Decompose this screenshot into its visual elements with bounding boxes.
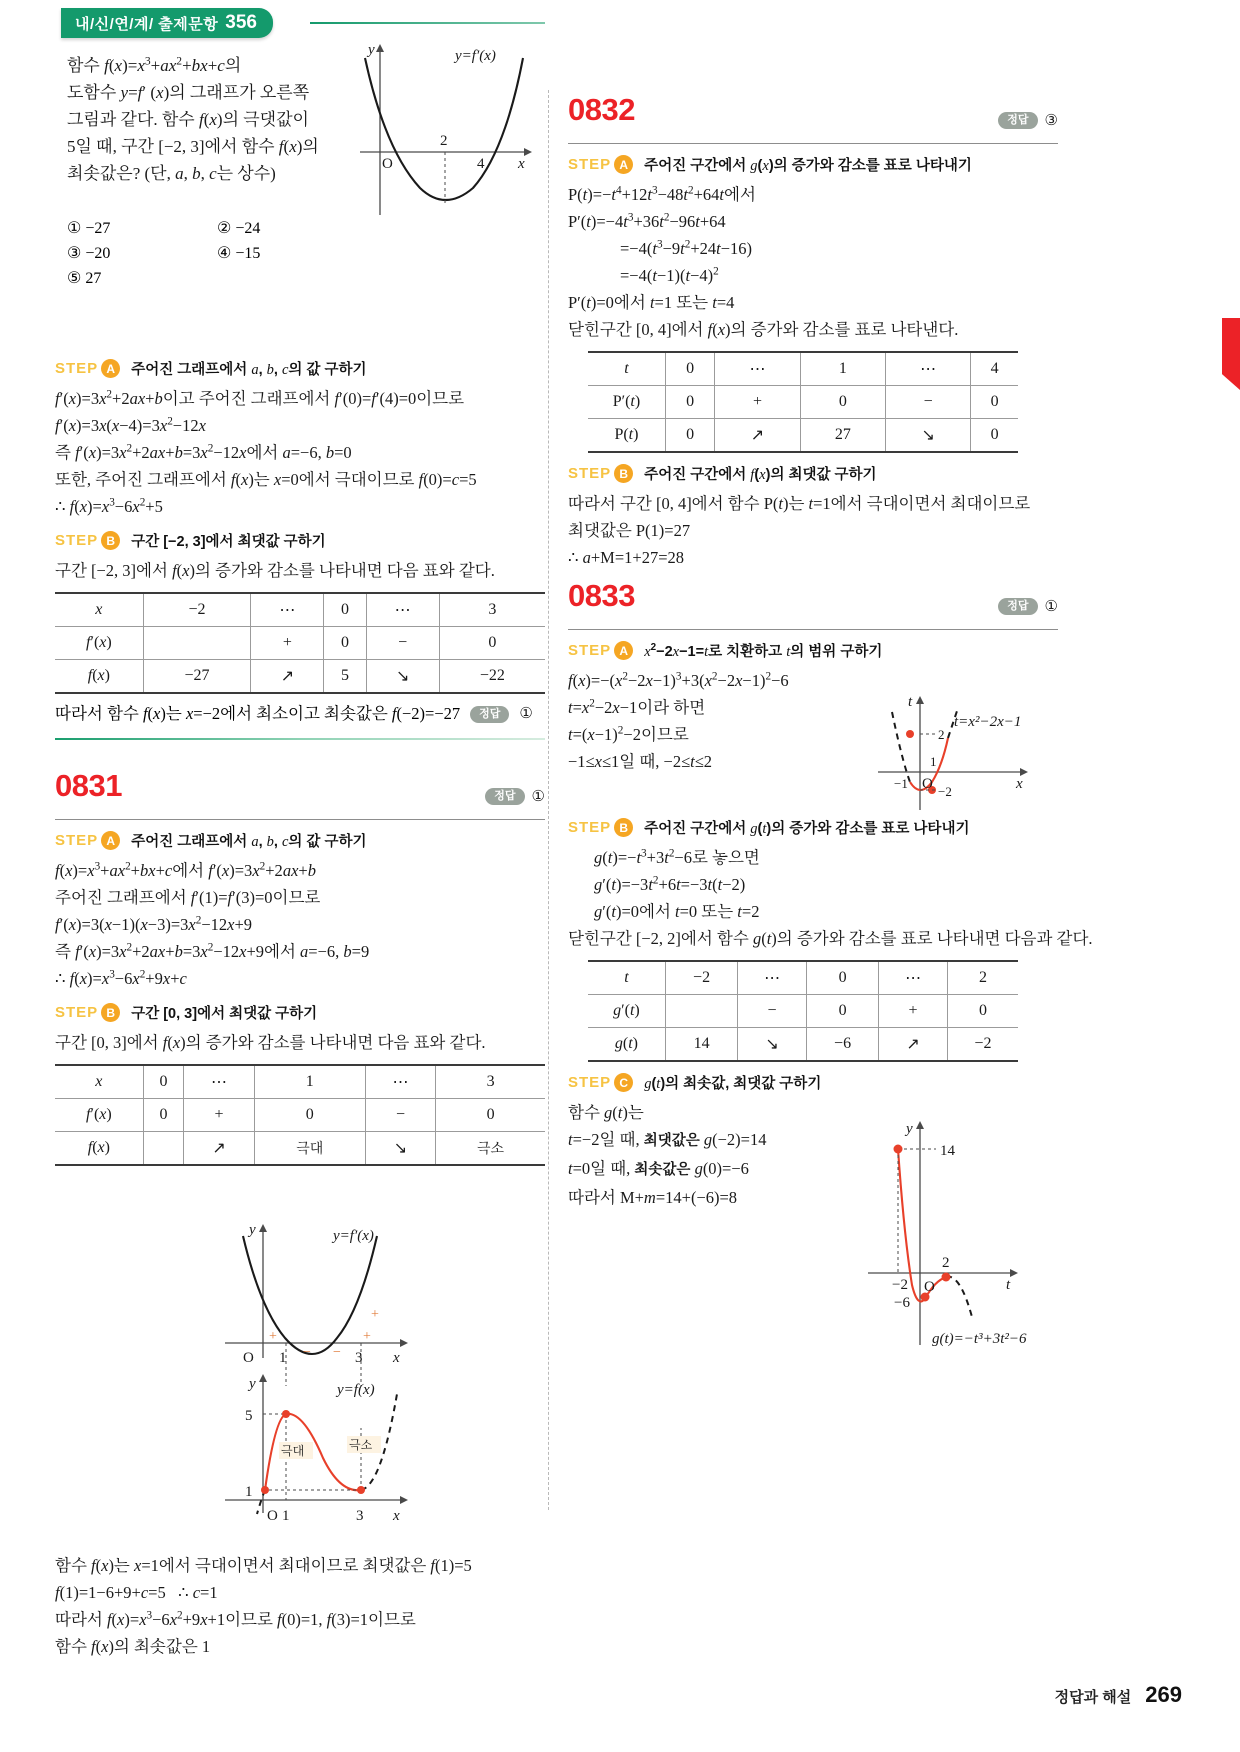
sign-plus-3: + [371, 1307, 379, 1322]
p0831-lower-y-label: y [249, 1376, 256, 1392]
cell: + [879, 995, 948, 1028]
p0831-upper-curve-label: y=f′(x) [333, 1228, 374, 1244]
step-word: STEP [55, 832, 99, 849]
p0831-lower-tick-3: 3 [356, 1508, 364, 1524]
table-row [55, 627, 545, 660]
step-title-c: g(t)의 최솟값, 최댓값 구하기 [644, 1076, 822, 1092]
naeshin-a-line-3: 즉 $f'(x)=3x^2+2ax+b=3x^2-12x$에서 a=−6, b=0 [55, 442, 352, 462]
step-title-a: 주어진 그래프에서 a, b, c의 값 구하기 [131, 834, 367, 850]
p0833-c-line-1: 함수 g(t)는 [568, 1103, 644, 1122]
question-line-2: 도함수 y=f′ (x)의 그래프가 오른쪽 [67, 83, 310, 102]
table-row [588, 995, 1018, 1028]
naeshin-a-line-5: ∴ $f(x)=x^3-6x^2+5$ [55, 496, 163, 516]
table-row [55, 1099, 545, 1132]
column-divider [548, 90, 549, 1510]
cell: − [885, 386, 970, 419]
p0831-close-4: 함수 f(x)의 최솟값은 1 [55, 1637, 211, 1656]
cell: 0 [439, 627, 545, 660]
p0832-b-line-3: ∴ a+M=1+27=28 [568, 548, 685, 567]
cell: 극대 [254, 1132, 365, 1166]
p0831-tick-1: 1 [245, 1484, 253, 1500]
cell: 0 [947, 995, 1018, 1028]
p0833c-tick-2: 2 [942, 1255, 950, 1271]
p0833c-tick-14: 14 [940, 1143, 955, 1159]
cell: ↗ [184, 1132, 254, 1166]
p0833a-curve-label: t=x²−2x−1 [954, 714, 1022, 730]
cell: 3 [439, 593, 545, 627]
step-row [568, 817, 1058, 838]
table-row [588, 961, 1018, 995]
p0831-upper-y-label: y [249, 1222, 256, 1238]
p0833-a-line-4: −1≤x≤1일 때, −2≤t≤2 [568, 752, 713, 771]
p0833c-origin: O [924, 1279, 935, 1295]
cell: ↘ [366, 660, 439, 694]
p0833c-tick-neg2: −2 [892, 1277, 908, 1293]
row-header: x [55, 1065, 143, 1099]
step-title-b: 주어진 구간에서 g(t)의 증가와 감소를 표로 나타내기 [644, 821, 970, 837]
answer-pill: 정답 [998, 598, 1037, 615]
step-title-b: 구간 [0, 3]에서 최댓값 구하기 [131, 1006, 318, 1022]
cell: −6 [806, 1028, 878, 1062]
choice-row-3 [67, 266, 377, 291]
step-badge-a: A [101, 359, 120, 378]
p0831-lower-tick-1: 1 [282, 1508, 290, 1524]
cell: ⋯ [715, 352, 800, 386]
p0831-lower-origin: O [267, 1508, 278, 1524]
step-title-a: 주어진 그래프에서 a, b, c의 값 구하기 [131, 362, 367, 378]
step-word: STEP [55, 532, 99, 549]
p0833-c-line-2: t=−2일 때, 최댓값은 g(−2)=14 [568, 1130, 767, 1149]
p0833-figure-c [828, 1105, 1058, 1365]
cell: 0 [800, 386, 885, 419]
p0831-upper-origin: O [243, 1350, 254, 1366]
answer-block [485, 787, 545, 806]
cell: 0 [143, 1099, 184, 1132]
table-row [55, 660, 545, 694]
step-badge-b: B [614, 818, 633, 837]
naeshin-conclusion: 따라서 함수 f(x)는 x=−2에서 최소이고 최솟값은 f(−2)=−27 [55, 704, 461, 723]
p0833a-origin: O [922, 776, 933, 792]
question-line-5: 최솟값은? (단, a, b, c는 상수) [67, 164, 276, 183]
cell: + [715, 386, 800, 419]
answer-value: ① [531, 789, 545, 805]
row-header: P′(t) [588, 386, 665, 419]
cell: −2 [143, 593, 251, 627]
footer-page-number: 269 [1145, 1682, 1182, 1707]
p0831-a-line-3: $f'(x)=3(x-1)(x-3)=3x^2-12x+9$ [55, 914, 253, 934]
step-row [568, 463, 1058, 484]
problem-0832-head [568, 92, 1058, 144]
question-choices [67, 216, 377, 291]
p0831-upper-x-label: x [393, 1350, 400, 1366]
cell: −27 [143, 660, 251, 694]
choice-row-2 [67, 241, 377, 266]
problem-0832 [568, 92, 1058, 571]
cell: 0 [436, 1099, 545, 1132]
cell: 0 [971, 419, 1018, 453]
p0833a-tick-2: 2 [938, 727, 945, 742]
row-header: g(t) [588, 1028, 665, 1062]
table-row [55, 1065, 545, 1099]
cell: 5 [324, 660, 366, 694]
step-row [568, 154, 1058, 175]
cell: 1 [800, 352, 885, 386]
question-body [67, 52, 367, 187]
p0832-a-line-5: P′(t)=0에서 t=1 또는 t=4 [568, 293, 735, 312]
cell: ↗ [879, 1028, 948, 1062]
p0833-variation-table [588, 960, 1018, 1062]
naeshin-variation-table [55, 592, 545, 694]
cell: ⋯ [184, 1065, 254, 1099]
cell: + [184, 1099, 254, 1132]
naeshin-a-line-4: 또한, 주어진 그래프에서 f(x)는 x=0에서 극대이므로 f(0)=c=5 [55, 470, 477, 489]
naeshin-figure [355, 40, 540, 225]
cell: −2 [947, 1028, 1018, 1062]
cell: 4 [971, 352, 1018, 386]
p0833-b-line-3: g′(t)=0에서 t=0 또는 t=2 [594, 902, 760, 921]
cell: 0 [665, 352, 714, 386]
figure-curve-label: y=f′(x) [455, 48, 496, 64]
p0833c-t-label: t [1006, 1277, 1011, 1293]
naeshin-a-line-2: $f'(x)=3x(x-4)=3x^2-12x$ [55, 415, 206, 435]
p0831-point-max [282, 1410, 290, 1418]
sign-plus-1: + [269, 1329, 277, 1344]
choice-3[interactable]: ③ −20 [67, 245, 111, 262]
p0831-min-tag: 극소 [349, 1438, 373, 1452]
naeshin-label: 내/신/연/계/ 출제문항 [75, 15, 219, 33]
p0833a-tick-neg1: −1 [894, 776, 908, 791]
choice-row-1 [67, 216, 377, 241]
p0831-point-min [261, 1486, 269, 1494]
step-row [568, 640, 1058, 661]
step-badge-a: A [614, 641, 633, 660]
p0832-a-line-1: $P(t)=-t^4+12t^3-48t^2+64t$에서 [568, 184, 756, 204]
p0833a-point-top [906, 730, 914, 738]
p0833c-tick-neg6: −6 [894, 1295, 910, 1311]
p0832-variation-table [588, 351, 1018, 453]
naeshin-number: 356 [225, 12, 257, 33]
cell: 0 [806, 961, 878, 995]
step-badge-a: A [101, 831, 120, 850]
cell: 2 [947, 961, 1018, 995]
p0833c-point-end [942, 1273, 951, 1282]
table-row [588, 419, 1018, 453]
step-title-a: $x^2-2x-1=t$로 치환하고 t의 범위 구하기 [644, 642, 883, 660]
p0833-b-line-4: 닫힌구간 [−2, 2]에서 함수 g(t)의 증가와 감소를 표로 나타내면 다음과 같다. [568, 929, 1093, 948]
p0831-close-3: 따라서 $f(x)=x^3-6x^2+9x+1$이므로 f(0)=1, f(3)=1이므로 [55, 1609, 416, 1629]
answer-block [998, 597, 1058, 616]
table-row [588, 1028, 1018, 1062]
p0833-figure-a [858, 690, 1058, 820]
answer-value: ① [1044, 599, 1058, 615]
p0833-b-line-1: $g(t)=-t^3+3t^2-6$로 놓으면 [594, 847, 760, 867]
cell: 극소 [436, 1132, 545, 1166]
answer-pill: 정답 [998, 112, 1037, 129]
figure-origin-label: O [382, 156, 393, 172]
cell: −2 [665, 961, 737, 995]
p0833-b-line-2: $g'(t)=-3t^2+6t=-3t(t-2)$ [594, 874, 746, 894]
table-row [55, 1132, 545, 1166]
row-header: g′(t) [588, 995, 665, 1028]
cell: 14 [665, 1028, 737, 1062]
p0833-a-line-2: $t=x^2-2x-1$이라 하면 [568, 697, 706, 717]
row-header: P(t) [588, 419, 665, 453]
answer-pill: 정답 [485, 788, 524, 805]
table-row [55, 593, 545, 627]
p0831-a-line-4: 즉 $f'(x)=3x^2+2ax+b=3x^2-12x+9$에서 a=−6, b=9 [55, 941, 370, 961]
cell: ⋯ [738, 961, 807, 995]
cell: ⋯ [885, 352, 970, 386]
problem-number: 0832 [568, 92, 635, 127]
cell: 1 [254, 1065, 365, 1099]
question-line-3: 그림과 같다. 함수 f(x)의 극댓값이 [67, 110, 309, 129]
p0833a-tick-1: 1 [930, 754, 937, 769]
p0833c-y-label: y [906, 1121, 913, 1137]
row-header: t [588, 961, 665, 995]
p0833c-curve-label: g(t)=−t³+3t²−6 [932, 1331, 1027, 1347]
step-word: STEP [568, 465, 612, 482]
row-header: f′(x) [55, 1099, 143, 1132]
step-title-a: 주어진 구간에서 g(x)의 증가와 감소를 표로 나타내기 [644, 158, 972, 174]
figure-y-label: y [368, 42, 375, 58]
cell: ⋯ [365, 1065, 435, 1099]
step-row [568, 1072, 1058, 1093]
step-word: STEP [568, 156, 612, 173]
step-title-b: 구간 [−2, 3]에서 최댓값 구하기 [131, 534, 326, 550]
cell: 3 [436, 1065, 545, 1099]
p0832-b-line-1: 따라서 구간 [0, 4]에서 함수 P(t)는 t=1에서 극대이면서 최대이므로 [568, 494, 1031, 513]
p0831-variation-table [55, 1064, 545, 1166]
p0831-lower-x-label: x [393, 1508, 400, 1524]
cell: 27 [800, 419, 885, 453]
p0833-a-line-1: $f(x)=-(x^2-2x-1)^3+3(x^2-2x-1)^2-6$ [568, 670, 789, 690]
p0831-tick-5: 5 [245, 1408, 253, 1424]
step-word: STEP [568, 819, 612, 836]
step-badge-b: B [101, 1003, 120, 1022]
choice-2[interactable]: ② −24 [217, 220, 261, 237]
p0833a-x-axis-label: x [1016, 776, 1023, 792]
p0833a-tick-neg2: −2 [938, 784, 952, 799]
cell [143, 627, 251, 660]
step-badge-b: B [101, 531, 120, 550]
cell: ↘ [738, 1028, 807, 1062]
choice-1[interactable]: ① −27 [67, 220, 111, 237]
p0831-point-local-min [357, 1486, 365, 1494]
p0831-closing [55, 1552, 545, 1660]
problem-rule [568, 143, 1058, 144]
left-column [55, 0, 545, 1752]
problem-0833-head [568, 578, 1058, 630]
step-badge-c: C [614, 1073, 633, 1092]
p0833-c-line-3: t=0일 때, 최솟값은 g(0)=−6 [568, 1159, 749, 1178]
naeshin-conclusion-row [55, 700, 545, 728]
section-divider [55, 738, 545, 740]
problem-number: 0833 [568, 578, 635, 613]
cell: 0 [971, 386, 1018, 419]
question-line-4: 5일 때, 구간 [−2, 3]에서 함수 f(x)의 [67, 137, 319, 156]
cell: − [366, 627, 439, 660]
cell: 0 [143, 1065, 184, 1099]
cell: ↗ [715, 419, 800, 453]
sign-minus-2: − [333, 1345, 341, 1360]
step-word: STEP [568, 642, 612, 659]
p0831-figure [185, 1218, 465, 1548]
p0832-a-line-4: $=-4(t-1)(t-4)^2$ [620, 265, 719, 285]
problem-rule [55, 819, 545, 820]
cell: 0 [324, 627, 366, 660]
problem-0831 [55, 768, 545, 1172]
p0831-close-2: f(1)=1−6+9+c=5 ∴ c=1 [55, 1583, 218, 1602]
step-word: STEP [55, 1004, 99, 1021]
p0832-a-line-2: $P'(t)=-4t^3+36t^2-96t+64$ [568, 211, 726, 231]
naeshin-tab [61, 8, 273, 38]
row-header: x [55, 593, 143, 627]
answer-block [998, 111, 1058, 130]
page-footer [1055, 1682, 1182, 1708]
answer-value: ① [519, 706, 533, 722]
figure-tick-2: 2 [440, 133, 448, 149]
cell: ↗ [251, 660, 324, 694]
p0832-a-line-3: $=-4(t^3-9t^2+24t-16)$ [620, 238, 753, 258]
step-word: STEP [568, 1074, 612, 1091]
p0832-a-line-6: 닫힌구간 [0, 4]에서 f(x)의 증가와 감소를 표로 나타낸다. [568, 320, 959, 339]
p0833-c-line-4: 따라서 M+m=14+(−6)=8 [568, 1188, 738, 1207]
row-header: t [588, 352, 665, 386]
answer-pill: 정답 [470, 706, 509, 723]
step-badge-b: B [614, 464, 633, 483]
cell: 0 [665, 419, 714, 453]
cell: 0 [324, 593, 366, 627]
cell: ⋯ [879, 961, 948, 995]
cell: ↘ [885, 419, 970, 453]
p0831-b-line-1: 구간 [0, 3]에서 f(x)의 증가와 감소를 나타내면 다음 표와 같다. [55, 1033, 486, 1052]
choice-5[interactable]: ⑤ 27 [67, 270, 102, 287]
p0831-lower-curve-label: y=f(x) [337, 1382, 375, 1398]
naeshin-rule [310, 22, 545, 24]
sign-minus-1: − [303, 1345, 311, 1360]
cell: ⋯ [251, 593, 324, 627]
problem-number: 0831 [55, 768, 122, 803]
p0831-upper-tick-3: 3 [355, 1350, 363, 1366]
cell: ↘ [365, 1132, 435, 1166]
cell: 0 [806, 995, 878, 1028]
choice-4[interactable]: ④ −15 [217, 245, 261, 262]
step-title-b: 주어진 구간에서 f(x)의 최댓값 구하기 [644, 467, 877, 483]
problem-rule [568, 629, 1058, 630]
footer-label: 정답과 해설 [1054, 1689, 1132, 1706]
p0832-b-line-2: 최댓값은 P(1)=27 [568, 521, 691, 540]
naeshin-step-a [55, 348, 545, 740]
step-row [55, 530, 545, 551]
p0833a-t-axis-label: t [908, 694, 913, 710]
sign-plus-2: + [363, 1329, 371, 1344]
cell: 0 [254, 1099, 365, 1132]
table-row [588, 386, 1018, 419]
p0831-a-line-5: ∴ $f(x)=x^3-6x^2+9x+c$ [55, 968, 187, 988]
table-row [588, 352, 1018, 386]
p0831-upper-tick-1: 1 [279, 1350, 287, 1366]
p0831-a-line-2: 주어진 그래프에서 f′(1)=f′(3)=0이므로 [55, 888, 321, 907]
cell: ⋯ [366, 593, 439, 627]
cell [143, 1132, 184, 1166]
cell: − [365, 1099, 435, 1132]
cell: + [251, 627, 324, 660]
cell: − [738, 995, 807, 1028]
step-row [55, 1002, 545, 1023]
cell: −22 [439, 660, 545, 694]
cell [665, 995, 737, 1028]
row-header: f(x) [55, 660, 143, 694]
figure-x-label: x [518, 156, 525, 172]
step-row [55, 830, 545, 851]
step-badge-a: A [614, 155, 633, 174]
naeshin-header [55, 8, 545, 42]
p0831-max-tag: 극대 [281, 1444, 305, 1458]
p0831-a-line-1: $f(x)=x^3+ax^2+bx+c$에서 $f'(x)=3x^2+2ax+b$ [55, 860, 316, 880]
row-header: f′(x) [55, 627, 143, 660]
question-line-1: 함수 $f(x)=x^3+ax^2+bx+c$의 [67, 54, 242, 75]
cell: 0 [665, 386, 714, 419]
naeshin-a-line-1: $f'(x)=3x^2+2ax+b$이고 주어진 그래프에서 f′(0)=f′(4)=0이므로 [55, 388, 465, 408]
step-row [55, 358, 545, 379]
figure-tick-4: 4 [477, 156, 485, 172]
problem-0831-head [55, 768, 545, 820]
row-header: f(x) [55, 1132, 143, 1166]
corner-thumb-tab [1222, 318, 1240, 390]
naeshin-b-line-1: 구간 [−2, 3]에서 f(x)의 증가와 감소를 나타내면 다음 표와 같다. [55, 561, 495, 580]
p0833c-point-max [894, 1145, 903, 1154]
p0833-a-line-3: $t=(x-1)^2-2$이므로 [568, 724, 689, 744]
answer-value: ③ [1044, 113, 1058, 129]
p0831-close-1: 함수 f(x)는 x=1에서 극대이면서 최대이므로 최댓값은 f(1)=5 [55, 1556, 472, 1575]
step-word: STEP [55, 360, 99, 377]
